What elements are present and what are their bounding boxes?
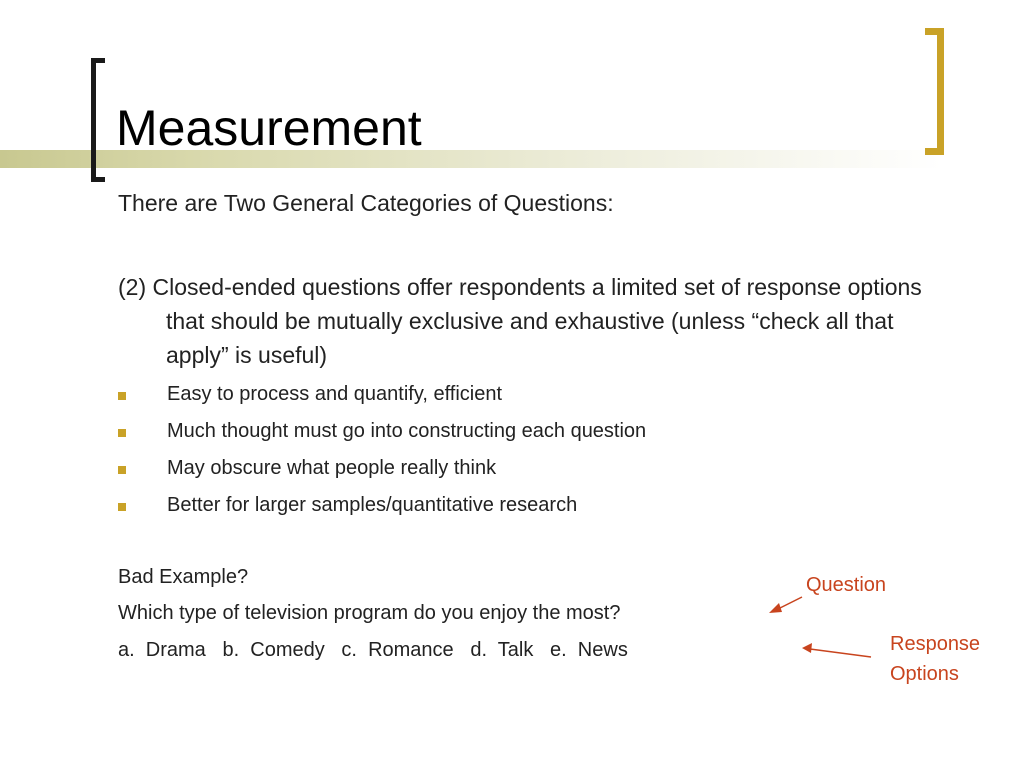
response-annotation-line2: Options bbox=[890, 663, 959, 685]
question-annotation: Question bbox=[806, 574, 887, 596]
example-options: a. Drama b. Comedy c. Romance d. Talk e. News bbox=[118, 639, 628, 661]
right-bracket-decoration bbox=[925, 28, 944, 155]
bullet-text: Much thought must go into constructing each question bbox=[167, 420, 647, 442]
list-item bbox=[118, 450, 646, 487]
bullet-text: Easy to process and quantify, efficient bbox=[167, 383, 503, 405]
square-bullet-icon bbox=[118, 466, 126, 474]
response-annotation-line1: Response bbox=[890, 633, 981, 655]
response-arrow-icon bbox=[802, 643, 871, 657]
left-bracket-decoration bbox=[91, 58, 105, 182]
example-question: Which type of television program do you enjoy the most? bbox=[118, 602, 621, 624]
square-bullet-icon bbox=[118, 392, 126, 400]
slide-title: Measurement bbox=[116, 100, 422, 156]
square-bullet-icon bbox=[118, 429, 126, 437]
intro-text: There are Two General Categories of Questions: bbox=[118, 190, 614, 216]
closed-ended-paragraph: (2) Closed-ended questions offer respondents a limited set of response options that should be mutually exclusive and exhaustive (unless “check all that apply” is useful) bbox=[118, 274, 922, 368]
square-bullet-icon bbox=[118, 503, 126, 511]
list-item bbox=[118, 487, 646, 524]
response-options-annotation bbox=[890, 629, 980, 689]
bad-example-label: Bad Example? bbox=[118, 566, 249, 588]
list-item bbox=[118, 376, 646, 413]
bullet-list bbox=[118, 376, 646, 524]
list-item bbox=[118, 413, 646, 450]
question-arrow-icon bbox=[769, 597, 802, 613]
bullet-text: May obscure what people really think bbox=[167, 457, 497, 479]
bullet-text: Better for larger samples/quantitative research bbox=[167, 494, 578, 516]
